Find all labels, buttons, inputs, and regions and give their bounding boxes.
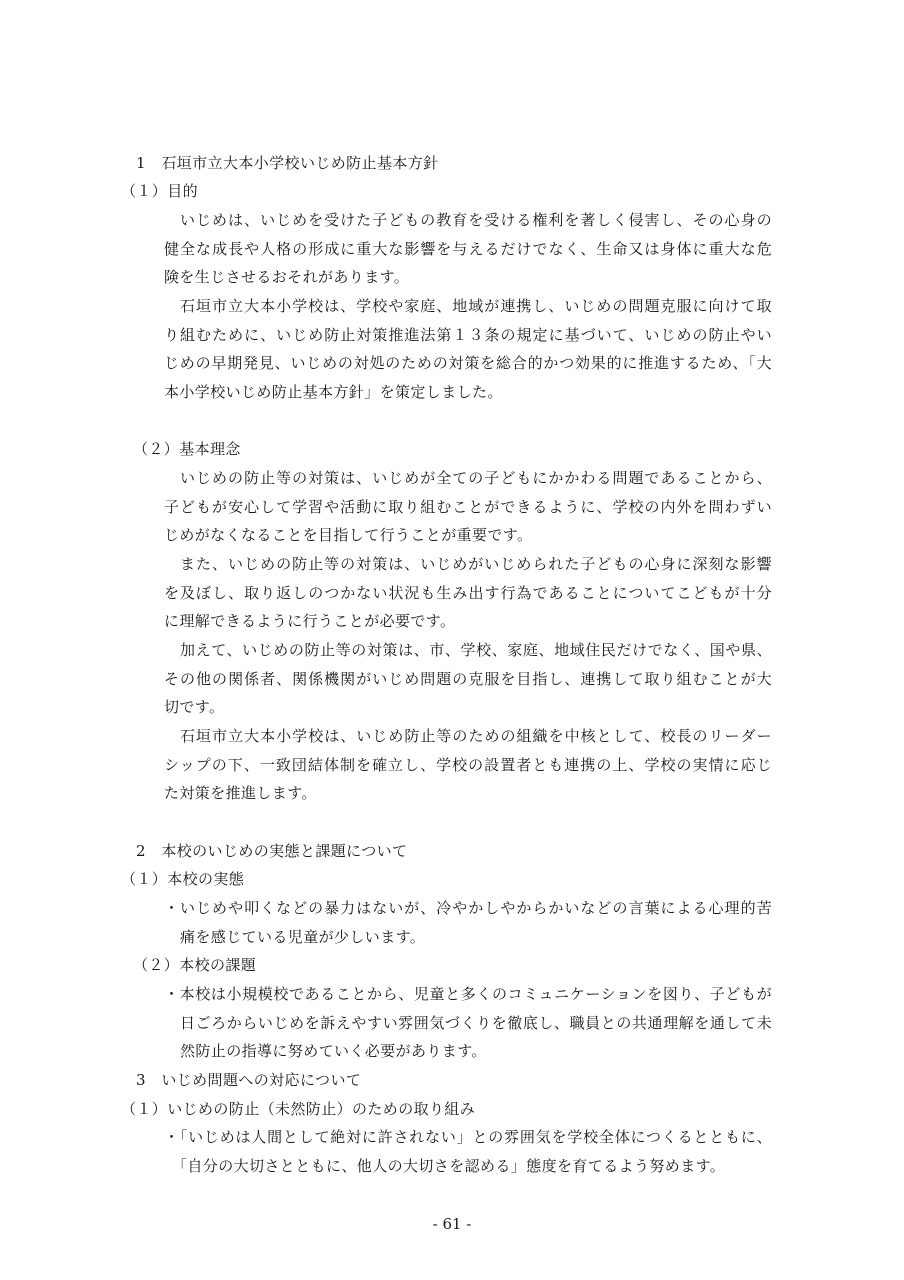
- paragraph-line: 加えて、いじめの防止等の対策は、市、学校、家庭、地域住民だけでなく、国や県、: [180, 641, 772, 659]
- bullet-line: ・本校は小規模校であることから、児童と多くのコミュニケーションを図り、子どもが: [164, 985, 772, 1003]
- paragraph-line: り組むために、いじめ防止対策推進法第１３条の規定に基づいて、いじめの防止やい: [164, 326, 772, 344]
- paragraph-line: 険を生じさせるおそれがあります。: [164, 268, 410, 286]
- section-2-1-heading: （１）本校の実態: [121, 870, 245, 888]
- section-1-2-heading: （２）基本理念: [133, 440, 241, 458]
- section-2-heading: 2 本校のいじめの実態と課題について: [136, 842, 408, 860]
- section-3-1-heading: （１）いじめの防止（未然防止）のための取り組み: [121, 1100, 476, 1118]
- section-2-2-heading: （２）本校の課題: [133, 956, 257, 974]
- paragraph-line: いじめは、いじめを受けた子どもの教育を受ける権利を著しく侵害し、その心身の: [180, 211, 772, 229]
- paragraph-line: を及ぼし、取り返しのつかない状況も生み出す行為であることについてこどもが十分: [164, 584, 772, 602]
- paragraph-line: いじめの防止等の対策は、いじめが全ての子どもにかかわる問題であることから、: [180, 469, 772, 487]
- bullet-line: ・「いじめは人間として絶対に許されない」との雰囲気を学校全体につくるとともに、: [164, 1128, 772, 1146]
- bullet-line: 日ごろからいじめを訴えやすい雰囲気づくりを徹底し、職員との共通理解を通して未: [180, 1014, 772, 1032]
- bullet-line: ・いじめや叩くなどの暴力はないが、冷やかしやからかいなどの言葉による心理的苦: [164, 899, 772, 917]
- paragraph-line: じめがなくなることを目指して行うことが重要です。: [164, 526, 533, 544]
- paragraph-line: に理解できるように行うことが必要です。: [164, 612, 456, 630]
- page-number: - 61 -: [432, 1215, 472, 1233]
- paragraph-line: た対策を推進します。: [164, 784, 317, 802]
- bullet-line: 然防止の指導に努めていく必要があります。: [180, 1042, 487, 1060]
- paragraph-line: また、いじめの防止等の対策は、いじめがいじめられた子どもの心身に深刻な影響: [180, 555, 772, 573]
- bullet-line: 痛を感じている児童が少しいます。: [180, 928, 426, 946]
- paragraph-line: その他の関係者、関係機関がいじめ問題の克服を目指し、連携して取り組むことが大: [164, 670, 772, 688]
- paragraph-line: 石垣市立大本小学校は、学校や家庭、地域が連携し、いじめの問題克服に向けて取: [180, 297, 772, 315]
- paragraph-line: 石垣市立大本小学校は、いじめ防止等のための組織を中核として、校長のリーダー: [180, 727, 772, 745]
- section-1-heading: 1 石垣市立大本小学校いじめ防止基本方針: [136, 154, 439, 172]
- paragraph-line: 健全な成長や人格の形成に重大な影響を与えるだけでなく、生命又は身体に重大な危: [164, 240, 772, 258]
- paragraph-line: 切です。: [164, 698, 225, 716]
- section-1-1-heading: （１）目的: [121, 182, 199, 200]
- paragraph-line: 本小学校いじめ防止基本方針」を策定しました。: [164, 383, 503, 401]
- paragraph-line: シップの下、一致団結体制を確立し、学校の設置者とも連携の上、学校の実情に応じ: [164, 756, 772, 774]
- bullet-line: 「自分の大切さとともに、他人の大切さを認める」態度を育てるよう努めます。: [172, 1157, 726, 1175]
- section-3-heading: 3 いじめ問題への対応について: [136, 1071, 362, 1089]
- paragraph-line: じめの早期発見、いじめの対処のための対策を総合的かつ効果的に推進するため、「大: [164, 354, 772, 372]
- paragraph-line: 子どもが安心して学習や活動に取り組むことができるように、学校の内外を問わずい: [164, 498, 772, 516]
